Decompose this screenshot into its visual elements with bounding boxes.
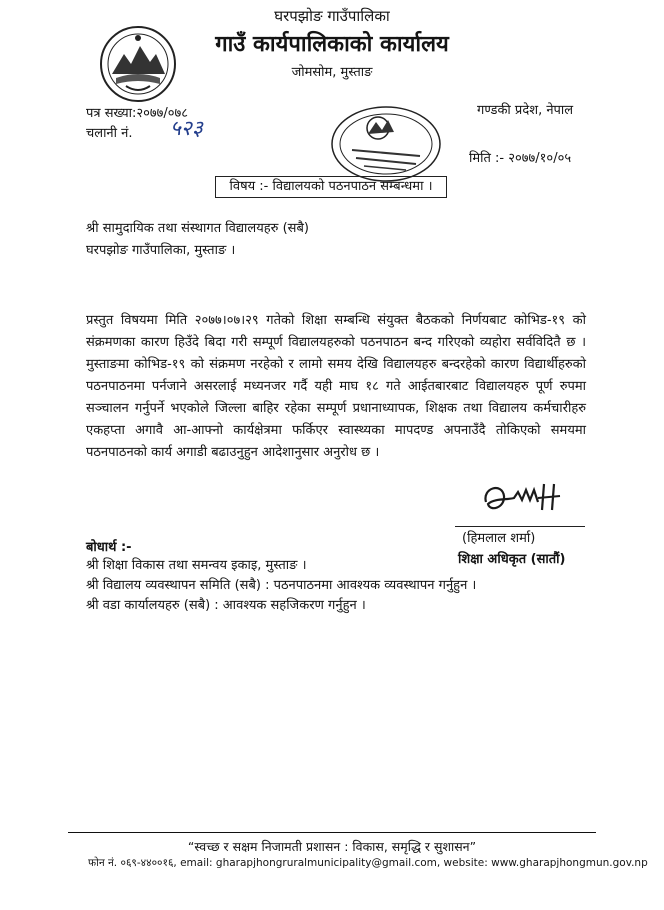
office-title: गाउँ कार्यपालिकाको कार्यालय <box>215 32 449 57</box>
subject-box: विषय :- विद्यालयको पठनपाठन सम्बन्धमा । <box>215 176 447 198</box>
letter-date: मिति :- २०७७/१०/०५ <box>469 151 572 166</box>
signer-title: शिक्षा अधिकृत (सातौं) <box>458 552 566 567</box>
recipient-line: श्री सामुदायिक तथा संस्थागत विद्यालयहरु (सबै) <box>86 221 309 236</box>
recipient-address: घरपझोङ गाउँपालिका, मुस्ताङ । <box>86 243 236 258</box>
footer-contact: फोन नं. ०६९-४४००१६, email: gharapjhongruralmunicipality@gmail.com, website: www.gharapjhongmun.gov.np <box>88 857 648 869</box>
dispatch-label: चलानी नं. <box>86 126 133 141</box>
handwritten-signature-icon <box>478 478 568 520</box>
office-address: जोमसोम, मुस्ताङ <box>291 65 373 80</box>
office-stamp-icon <box>330 104 442 184</box>
recipient-block <box>86 218 309 262</box>
cc-item: श्री शिक्षा विकास तथा समन्वय इकाइ, मुस्ताङ । <box>86 558 307 573</box>
footer-motto: “स्वच्छ र सक्षम निजामती प्रशासन : विकास, समृद्धि र सुशासन” <box>187 839 477 854</box>
province: गण्डकी प्रदेश, नेपाल <box>477 103 574 118</box>
footer-divider <box>68 832 596 833</box>
cc-item: श्री विद्यालय व्यवस्थापन समिति (सबै) : पठनपाठनमा आवश्यक व्यवस्थापन गर्नुहुन । <box>86 578 477 593</box>
letter-body: प्रस्तुत विषयमा मिति २०७७।०७।२९ गतेको शिक्षा सम्बन्धि संयुक्त बैठकको निर्णयबाट कोभिड-१९ को संक्रमणका कारण हिउँदे बिदा गरी सम्पूर्ण विद्यालयहरुको पठनपाठन बन्द गरिएको व्यहोरा सर्वविदितै छ । मुस्ताङमा कोभिड-१९ को संक्रमण नरहेको र लामो समय देखि विद्यालयहरु बन्दरहेको कारण विद्यार्थीहरुको पठनपाठनमा पर्नजाने असरलाई मध्यनजर गर्दै यही माघ १८ गते आईतबारबाट विद्यालयहरु पूर्ण रुपमा सञ्चालन गर्नुपर्ने भएकोले जिल्ला बाहिर रहेका सम्पूर्ण प्रधानाध्यापक, शिक्षक तथा विद्यालय कर्मचारीहरु एकहप्ता अगावै आ-आफ्नो कार्यक्षेत्रमा फर्किएर स्वास्थ्यका मापदण्ड अपनाउँदै तोकिएको समयमा पठनपाठनको कार्य अगाडी बढाउनुहुन आदेशानुसार अनुरोध छ । <box>86 313 586 460</box>
dispatch-number: ५२३ <box>170 116 203 140</box>
signer-name: (हिमलाल शर्मा) <box>462 531 536 546</box>
signature-line <box>455 526 585 527</box>
cc-item: श्री वडा कार्यालयहरु (सबै) : आवश्यक सहजिकरण गर्नुहुन । <box>86 598 366 613</box>
cc-list <box>86 556 476 616</box>
org-name: घरपझोङ गाउँपालिका <box>274 7 390 25</box>
cc-heading: बोधार्थ :- <box>86 540 132 555</box>
letter-reference: पत्र सख्या:२०७७/०७८ <box>86 106 189 121</box>
